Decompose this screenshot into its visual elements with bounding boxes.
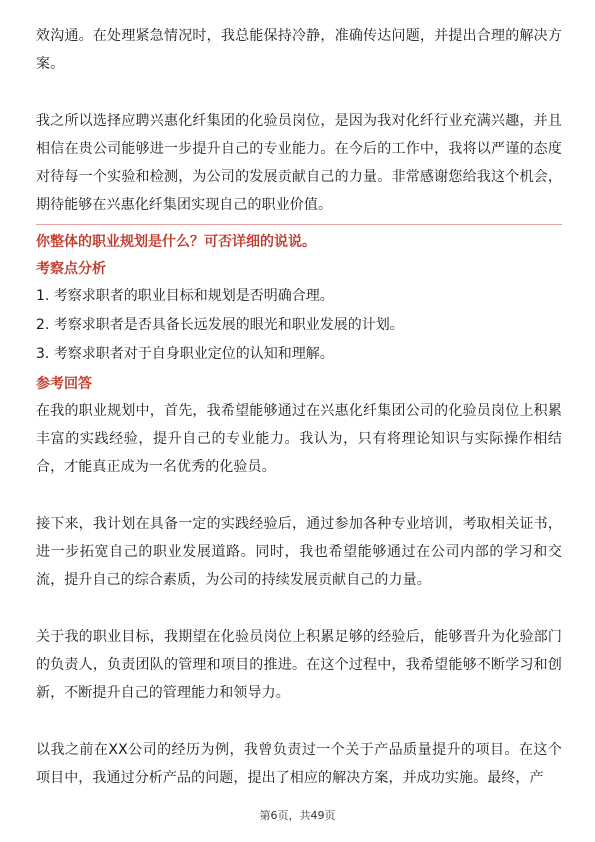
answer-paragraph-3: 关于我的职业目标，我期望在化验员岗位上积累足够的经验后，能够晋升为化验部门的负责人，负责团队的管理和项目的推进。在这个过程中，我希望能够不断学习和创新，不断提升自己的管理能力和领导力。 [36, 629, 562, 701]
analysis-item-3: 3. 考察求职者对于自身职业定位的认知和理解。 [36, 346, 334, 362]
section-divider [36, 224, 562, 225]
answer-heading: 参考回答 [36, 376, 92, 392]
document-page [36, 0, 562, 792]
answer-paragraph-4: 以我之前在XX公司的经历为例，我曾负责过一个关于产品质量提升的项目。在这个项目中，我通过分析产品的问题，提出了相应的解决方案，并成功实施。最终，产 [36, 742, 562, 786]
answer-paragraph-2: 接下来，我计划在具备一定的实践经验后，通过参加各种专业培训，考取相关证书，进一步拓宽自己的职业发展道路。同时，我也希望能够通过在公司内部的学习和交流，提升自己的综合素质，为公司的持续发展贡献自己的力量。 [36, 516, 562, 588]
intro-paragraph-1: 效沟通。在处理紧急情况时，我总能保持冷静，准确传达问题，并提出合理的解决方案。 [36, 28, 562, 72]
analysis-item-2: 2. 考察求职者是否具备长远发展的眼光和职业发展的计划。 [36, 317, 404, 333]
page-footer: 第6页，共49页 [259, 809, 336, 822]
analysis-item-1: 1. 考察求职者的职业目标和规划是否明确合理。 [36, 288, 334, 304]
question-title: 你整体的职业规划是什么？可否详细的说说。 [36, 234, 316, 250]
analysis-heading: 考察点分析 [36, 261, 106, 277]
answer-paragraph-1: 在我的职业规划中，首先，我希望能够通过在兴惠化纤集团公司的化验员岗位上积累丰富的实践经验，提升自己的专业能力。我认为，只有将理论知识与实际操作相结合，才能真正成为一名优秀的化验员。 [36, 403, 562, 475]
intro-paragraph-2: 我之所以选择应聘兴惠化纤集团的化验员岗位，是因为我对化纤行业充满兴趣，并且相信在贵公司能够进一步提升自己的专业能力。在今后的工作中，我将以严谨的态度对待每一个实验和检测，为公司的发展贡献自己的力量。非常感谢您给我这个机会，期待能够在兴惠化纤集团实现自己的职业价值。 [36, 113, 562, 213]
